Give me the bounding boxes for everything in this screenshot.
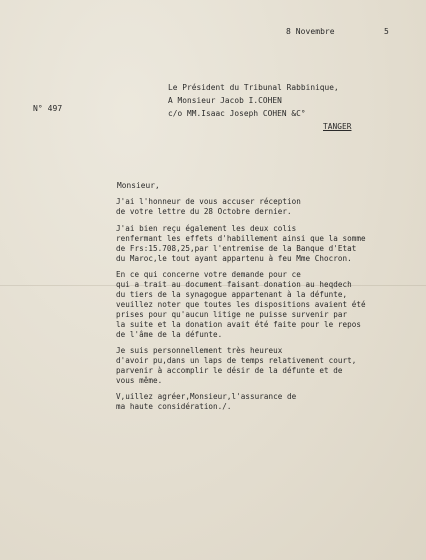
recipient-city: TANGER (323, 122, 352, 131)
reference-number: N° 497 (33, 104, 63, 113)
body-line: de Frs:15.708,25,par l'entremise de la Banque d'Etat (116, 244, 357, 253)
page-number: 5 (384, 27, 389, 36)
body-line: de l'âme de la défunte. (116, 330, 223, 339)
body-line: parvenir à accomplir le désir de la défunte et de (116, 366, 343, 375)
recipient-line-2: A Monsieur Jacob I.COHEN (168, 96, 282, 105)
body-line: J'ai l'honneur de vous accuser réception (116, 197, 301, 206)
body-line: veuillez noter que toutes les dispositions avaient été (116, 300, 366, 309)
body-line: de votre lettre du 28 Octobre dernier. (116, 207, 292, 216)
salutation: Monsieur, (117, 181, 160, 190)
body-line: d'avoir pu,dans un laps de temps relativement court, (116, 356, 357, 365)
body-line: vous même. (116, 376, 163, 385)
body-line: En ce qui concerne votre demande pour ce (116, 270, 301, 279)
body-line: V,uillez agréer,Monsieur,l'assurance de (116, 392, 297, 401)
letter-date: 8 Novembre (286, 27, 335, 36)
body-line: du tiers de la synagogue appartenant à la défunte, (116, 290, 348, 299)
body-line: prises pour qu'aucun litige ne puisse survenir par (116, 310, 348, 319)
body-line: renfermant les effets d'habillement ainsi que la somme (116, 234, 366, 243)
body-line: ma haute considération./. (116, 402, 232, 411)
body-line: du Maroc,le tout ayant appartenu à feu Mme Chocron. (116, 254, 352, 263)
recipient-line-1: Le Président du Tribunal Rabbinique, (168, 83, 339, 92)
body-line: J'ai bien reçu également les deux colis (116, 224, 297, 233)
body-line: Je suis personnellement très heureux (116, 346, 283, 355)
body-line: la suite et la donation avait été faite pour le repos (116, 320, 361, 329)
recipient-line-3: c/o MM.Isaac Joseph COHEN &C° (168, 109, 306, 118)
body-line: qui a trait au document faisant donation au heqdech (116, 280, 352, 289)
